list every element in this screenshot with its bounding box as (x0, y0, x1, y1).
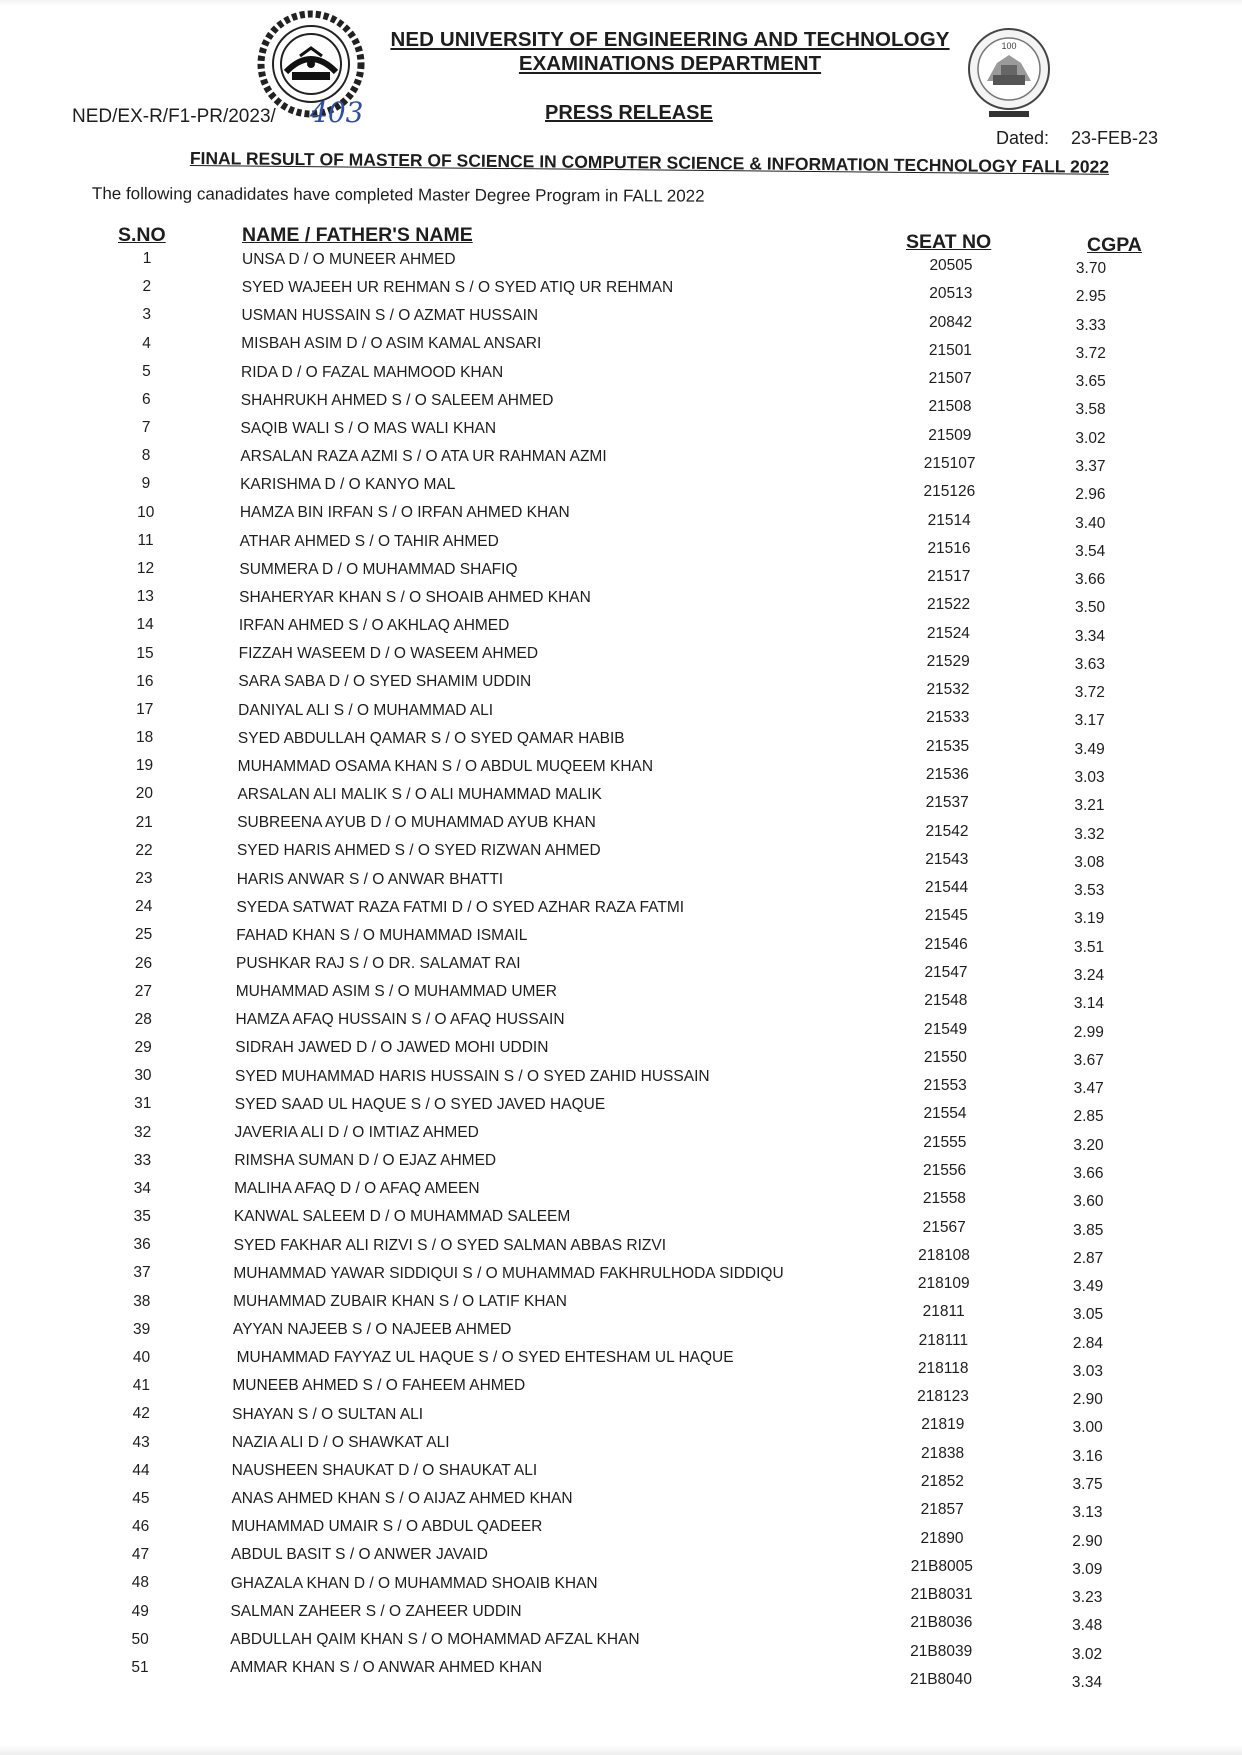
row-cgpa: 3.85 (1073, 1221, 1104, 1239)
row-seat-no: 21B8039 (910, 1642, 973, 1660)
department-name: EXAMINATIONS DEPARTMENT (518, 52, 822, 75)
row-name: MALIHA AFAQ D / O AFAQ AMEEN (234, 1180, 480, 1198)
row-name: FAHAD KHAN S / O MUHAMMAD ISMAIL (236, 926, 528, 944)
row-cgpa: 3.65 (1075, 373, 1106, 391)
row-name: MUNEEB AHMED S / O FAHEEM AHMED (232, 1377, 526, 1395)
row-seat-no: 21522 (927, 596, 971, 614)
row-seat-no: 20505 (929, 257, 973, 274)
row-cgpa: 3.09 (1072, 1560, 1103, 1578)
row-cgpa: 3.08 (1074, 853, 1105, 871)
row-sno: 31 (134, 1095, 152, 1113)
row-cgpa: 3.72 (1074, 684, 1105, 702)
row-sno: 20 (135, 785, 153, 803)
row-sno: 43 (132, 1433, 150, 1451)
row-name: KARISHMA D / O KANYO MAL (240, 476, 456, 494)
row-seat-no: 21890 (920, 1529, 964, 1547)
row-cgpa: 3.51 (1073, 938, 1105, 956)
row-cgpa: 3.49 (1074, 740, 1105, 758)
row-name: SYED ABDULLAH QAMAR S / O SYED QAMAR HABIB (237, 729, 625, 747)
row-cgpa: 3.02 (1071, 1645, 1103, 1663)
row-cgpa: 3.17 (1074, 712, 1105, 730)
row-sno: 5 (142, 362, 151, 380)
row-sno: 26 (134, 954, 153, 972)
row-sno: 23 (135, 869, 153, 887)
row-cgpa: 3.05 (1072, 1306, 1104, 1324)
row-sno: 10 (137, 503, 155, 521)
row-seat-no: 21529 (926, 652, 970, 670)
row-seat-no: 215107 (923, 454, 976, 472)
row-name: MUHAMMAD FAYYAZ UL HAQUE S / O SYED EHTESHAM UL HAQUE (236, 1349, 734, 1367)
row-sno: 16 (136, 672, 154, 690)
row-seat-no: 21524 (926, 624, 970, 642)
row-seat-no: 21517 (927, 568, 971, 586)
row-cgpa: 3.33 (1075, 316, 1106, 334)
row-name: SHAHRUKH AHMED S / O SALEEM AHMED (240, 391, 554, 409)
row-seat-no: 21549 (924, 1020, 968, 1038)
row-seat-no: 21537 (925, 794, 969, 812)
dated-label: Dated: (996, 128, 1050, 148)
row-name: ABDULLAH QAIM KHAN S / O MOHAMMAD AFZAL KHAN (230, 1630, 640, 1648)
row-cgpa: 3.32 (1074, 825, 1105, 843)
row-name: SYED FAKHAR ALI RIZVI S / O SYED SALMAN ABBAS RIZVI (233, 1236, 667, 1254)
row-name: HARIS ANWAR S / O ANWAR BHATTI (236, 870, 504, 888)
row-name: SYEDA SATWAT RAZA FATMI D / O SYED AZHAR RAZA FATMI (236, 898, 685, 916)
row-sno: 19 (135, 757, 154, 775)
reference-number: NED/EX-R/F1-PR/2023/ (72, 106, 276, 127)
row-cgpa: 3.72 (1075, 344, 1106, 362)
row-seat-no: 21546 (924, 935, 968, 953)
row-name: SYED SAAD UL HAQUE S / O SYED JAVED HAQUE (234, 1095, 606, 1113)
row-name: KANWAL SALEEM D / O MUHAMMAD SALEEM (233, 1208, 571, 1226)
row-sno: 22 (135, 841, 153, 859)
row-cgpa: 3.19 (1074, 910, 1105, 928)
row-sno: 36 (133, 1236, 151, 1254)
row-sno: 6 (141, 390, 151, 408)
row-name: MUHAMMAD YAWAR SIDDIQUI S / O MUHAMMAD FAKHRULHODA SIDDIQU (233, 1264, 784, 1282)
column-header-seat: SEAT NO (906, 231, 992, 253)
column-header-sno: S.NO (118, 224, 166, 246)
row-seat-no: 21535 (926, 737, 970, 755)
row-seat-no: 21507 (928, 370, 972, 388)
reference-handwritten-number: 403 (310, 96, 364, 129)
row-cgpa: 3.34 (1071, 1674, 1103, 1691)
row-name: IRFAN AHMED S / O AKHLAQ AHMED (238, 617, 510, 635)
row-cgpa: 3.21 (1074, 797, 1105, 815)
row-name: ATHAR AHMED S / O TAHIR AHMED (239, 532, 499, 550)
row-seat-no: 21819 (921, 1416, 965, 1434)
row-seat-no: 21542 (925, 822, 969, 840)
row-name: SYED MUHAMMAD HARIS HUSSAIN S / O SYED ZAHID HUSSAIN (235, 1067, 710, 1085)
row-name: FIZZAH WASEEM D / O WASEEM AHMED (238, 645, 539, 663)
row-cgpa: 3.75 (1072, 1476, 1103, 1494)
result-title: FINAL RESULT OF MASTER OF SCIENCE IN COMPUTER SCIENCE & INFORMATION TECHNOLOGY FALL 2022 (189, 148, 1110, 177)
row-seat-no: 21B8031 (910, 1586, 973, 1604)
row-name: RIDA D / O FAZAL MAHMOOD KHAN (241, 363, 504, 381)
row-cgpa: 3.66 (1075, 571, 1106, 589)
row-cgpa: 3.53 (1074, 882, 1105, 900)
row-name: ANAS AHMED KHAN S / O AIJAZ AHMED KHAN (231, 1490, 573, 1508)
row-sno: 7 (141, 419, 151, 437)
row-name: SHAHERYAR KHAN S / O SHOAIB AHMED KHAN (239, 588, 591, 606)
row-cgpa: 3.67 (1073, 1051, 1104, 1069)
row-seat-no: 21B8040 (909, 1671, 973, 1688)
row-name: SIDRAH JAWED D / O JAWED MOHI UDDIN (235, 1039, 549, 1057)
row-cgpa: 3.40 (1075, 514, 1106, 532)
row-name: MUHAMMAD ASIM S / O MUHAMMAD UMER (235, 983, 557, 1001)
svg-text:100: 100 (1001, 41, 1017, 51)
row-cgpa: 3.02 (1075, 429, 1106, 447)
row-sno: 11 (137, 531, 154, 549)
row-cgpa: 2.99 (1073, 1023, 1104, 1041)
row-seat-no: 21553 (923, 1077, 967, 1095)
row-seat-no: 21514 (927, 511, 971, 529)
row-name: MUHAMMAD UMAIR S / O ABDUL QADEER (231, 1518, 543, 1536)
row-name: JAVERIA ALI D / O IMTIAZ AHMED (234, 1123, 479, 1141)
row-cgpa: 3.60 (1073, 1193, 1104, 1211)
row-seat-no: 21555 (923, 1133, 967, 1151)
column-header-cgpa: CGPA (1087, 234, 1142, 256)
row-cgpa: 3.14 (1073, 995, 1104, 1013)
row-name: NAZIA ALI D / O SHAWKAT ALI (231, 1433, 450, 1451)
row-name: NAUSHEEN SHAUKAT D / O SHAUKAT ALI (231, 1461, 538, 1479)
row-name: ABDUL BASIT S / O ANWER JAVAID (230, 1546, 488, 1564)
row-cgpa: 3.23 (1072, 1589, 1103, 1607)
row-seat-no: 21543 (925, 850, 969, 868)
row-seat-no: 21547 (924, 964, 968, 981)
row-seat-no: 21B8036 (910, 1614, 973, 1632)
intro-text: The following canadidates have completed Master Degree Program in FALL 2022 (91, 184, 705, 206)
row-name: SUBREENA AYUB D / O MUHAMMAD AYUB KHAN (237, 814, 596, 832)
row-cgpa: 3.54 (1075, 542, 1106, 560)
row-name: SHAYAN S / O SULTAN ALI (232, 1405, 424, 1423)
row-cgpa: 3.13 (1072, 1504, 1103, 1522)
row-name: HAMZA BIN IRFAN S / O IRFAN AHMED KHAN (239, 504, 570, 522)
row-cgpa: 3.58 (1075, 401, 1106, 419)
row-cgpa: 3.48 (1072, 1617, 1103, 1635)
row-cgpa: 3.37 (1075, 457, 1106, 475)
row-seat-no: 21554 (923, 1105, 967, 1123)
row-name: RIMSHA SUMAN D / O EJAZ AHMED (234, 1152, 497, 1170)
row-name: MUHAMMAD ZUBAIR KHAN S / O LATIF KHAN (233, 1292, 567, 1310)
row-cgpa: 2.87 (1073, 1249, 1104, 1267)
row-seat-no: 21532 (926, 681, 970, 699)
row-sno: 27 (134, 982, 152, 1000)
row-name: SARA SABA D / O SYED SHAMIM UDDIN (238, 673, 532, 691)
row-sno: 51 (131, 1659, 149, 1676)
row-sno: 8 (141, 447, 151, 465)
row-cgpa: 3.24 (1073, 967, 1105, 984)
row-seat-no: 21857 (920, 1501, 964, 1519)
row-seat-no: 21544 (925, 879, 969, 897)
row-sno: 32 (134, 1123, 152, 1141)
row-sno: 49 (131, 1602, 149, 1620)
row-seat-no: 21533 (926, 709, 970, 727)
row-seat-no: 218111 (918, 1331, 969, 1349)
row-name: USMAN HUSSAIN S / O AZMAT HUSSAIN (241, 307, 539, 325)
column-header-name: NAME / FATHER'S NAME (242, 224, 473, 246)
row-seat-no: 218109 (917, 1275, 970, 1293)
row-name: SYED HARIS AHMED S / O SYED RIZWAN AHMED (236, 842, 601, 860)
row-name: ARSALAN ALI MALIK S / O ALI MUHAMMAD MALIK (237, 786, 602, 804)
row-cgpa: 3.03 (1072, 1362, 1103, 1380)
row-name: AMMAR KHAN S / O ANWAR AHMED KHAN (230, 1659, 543, 1676)
row-sno: 13 (136, 588, 154, 606)
university-name: NED UNIVERSITY OF ENGINEERING AND TECHNOLOGY (390, 28, 950, 51)
row-name: ARSALAN RAZA AZMI S / O ATA UR RAHMAN AZMI (240, 448, 607, 466)
row-sno: 48 (131, 1574, 150, 1592)
row-sno: 18 (135, 729, 154, 747)
row-name: SUMMERA D / O MUHAMMAD SHAFIQ (239, 560, 518, 578)
row-cgpa: 2.90 (1072, 1532, 1103, 1550)
row-sno: 50 (131, 1630, 149, 1648)
row-sno: 30 (134, 1067, 152, 1085)
row-sno: 46 (132, 1518, 150, 1536)
row-sno: 15 (136, 644, 154, 662)
row-name: SYED WAJEEH UR REHMAN S / O SYED ATIQ UR REHMAN (241, 279, 674, 297)
row-sno: 38 (133, 1292, 151, 1310)
row-sno: 14 (136, 616, 154, 634)
row-seat-no: 21545 (924, 907, 968, 925)
row-sno: 35 (133, 1208, 151, 1226)
row-cgpa: 3.70 (1075, 260, 1107, 277)
row-name: MISBAH ASIM D / O ASIM KAMAL ANSARI (241, 335, 542, 353)
row-sno: 28 (134, 1010, 152, 1028)
row-name: SALMAN ZAHEER S / O ZAHEER UDDIN (230, 1602, 522, 1620)
row-cgpa: 3.16 (1072, 1447, 1103, 1465)
row-cgpa: 2.85 (1073, 1108, 1104, 1126)
row-seat-no: 21536 (925, 766, 969, 784)
row-sno: 3 (142, 306, 152, 324)
row-cgpa: 3.49 (1073, 1278, 1104, 1296)
row-seat-no: 215126 (923, 483, 976, 501)
row-seat-no: 21558 (922, 1190, 966, 1208)
row-seat-no: 21501 (928, 341, 972, 359)
row-cgpa: 2.90 (1072, 1391, 1103, 1409)
row-sno: 41 (132, 1377, 151, 1395)
row-name: MUHAMMAD OSAMA KHAN S / O ABDUL MUQEEM KHAN (237, 757, 654, 775)
row-sno: 17 (136, 700, 154, 718)
row-sno: 44 (132, 1461, 150, 1479)
row-seat-no: 20842 (929, 313, 973, 331)
row-cgpa: 2.84 (1072, 1334, 1104, 1352)
row-sno: 9 (141, 475, 151, 493)
row-name: UNSA D / O MUNEER AHMED (242, 251, 456, 268)
row-sno: 1 (142, 250, 152, 267)
row-name: SAQIB WALI S / O MAS WALI KHAN (240, 419, 497, 437)
row-cgpa: 3.03 (1074, 769, 1105, 787)
row-seat-no: 21509 (928, 426, 972, 444)
row-sno: 4 (142, 334, 151, 352)
row-sno: 12 (136, 559, 155, 577)
row-cgpa: 3.00 (1072, 1419, 1103, 1437)
row-seat-no: 21838 (921, 1444, 965, 1462)
row-sno: 24 (135, 898, 153, 916)
row-seat-no: 21508 (928, 398, 972, 416)
row-name: AYYAN NAJEEB S / O NAJEEB AHMED (232, 1321, 512, 1339)
row-sno: 29 (134, 1039, 152, 1057)
row-cgpa: 2.96 (1075, 486, 1106, 504)
row-sno: 37 (133, 1264, 151, 1282)
row-name: HAMZA AFAQ HUSSAIN S / O AFAQ HUSSAIN (235, 1011, 565, 1029)
row-seat-no: 21852 (920, 1473, 964, 1491)
row-cgpa: 3.20 (1073, 1136, 1104, 1154)
document-type: PRESS RELEASE (545, 102, 713, 124)
row-sno: 45 (132, 1489, 150, 1507)
row-seat-no: 218118 (917, 1359, 969, 1377)
row-sno: 40 (132, 1349, 151, 1367)
row-sno: 47 (131, 1546, 150, 1564)
row-sno: 39 (133, 1320, 151, 1338)
row-cgpa: 3.47 (1073, 1080, 1104, 1098)
row-seat-no: 21811 (922, 1303, 965, 1321)
row-seat-no: 21B8005 (910, 1557, 973, 1575)
row-seat-no: 218123 (917, 1388, 969, 1406)
row-cgpa: 3.66 (1073, 1164, 1104, 1182)
row-seat-no: 218108 (918, 1246, 970, 1264)
row-seat-no: 21556 (923, 1161, 967, 1179)
row-name: DANIYAL ALI S / O MUHAMMAD ALI (238, 701, 494, 719)
row-sno: 34 (133, 1179, 151, 1197)
row-cgpa: 3.63 (1074, 655, 1105, 673)
row-name: GHAZALA KHAN D / O MUHAMMAD SHOAIB KHAN (230, 1574, 598, 1592)
row-seat-no: 20513 (929, 285, 973, 303)
row-sno: 2 (142, 278, 152, 296)
row-seat-no: 21550 (923, 1048, 967, 1066)
row-cgpa: 3.50 (1074, 599, 1106, 617)
row-seat-no: 21548 (924, 992, 968, 1010)
dated-value: 23-FEB-23 (1071, 128, 1159, 148)
row-sno: 33 (133, 1151, 152, 1169)
row-name: PUSHKAR RAJ S / O DR. SALAMAT RAI (236, 955, 521, 972)
row-sno: 25 (135, 926, 153, 944)
row-sno: 21 (135, 813, 153, 831)
row-sno: 42 (132, 1405, 150, 1423)
row-seat-no: 21516 (927, 539, 971, 557)
row-cgpa: 3.34 (1074, 627, 1106, 645)
row-seat-no: 21567 (922, 1218, 966, 1236)
row-cgpa: 2.95 (1075, 288, 1106, 306)
